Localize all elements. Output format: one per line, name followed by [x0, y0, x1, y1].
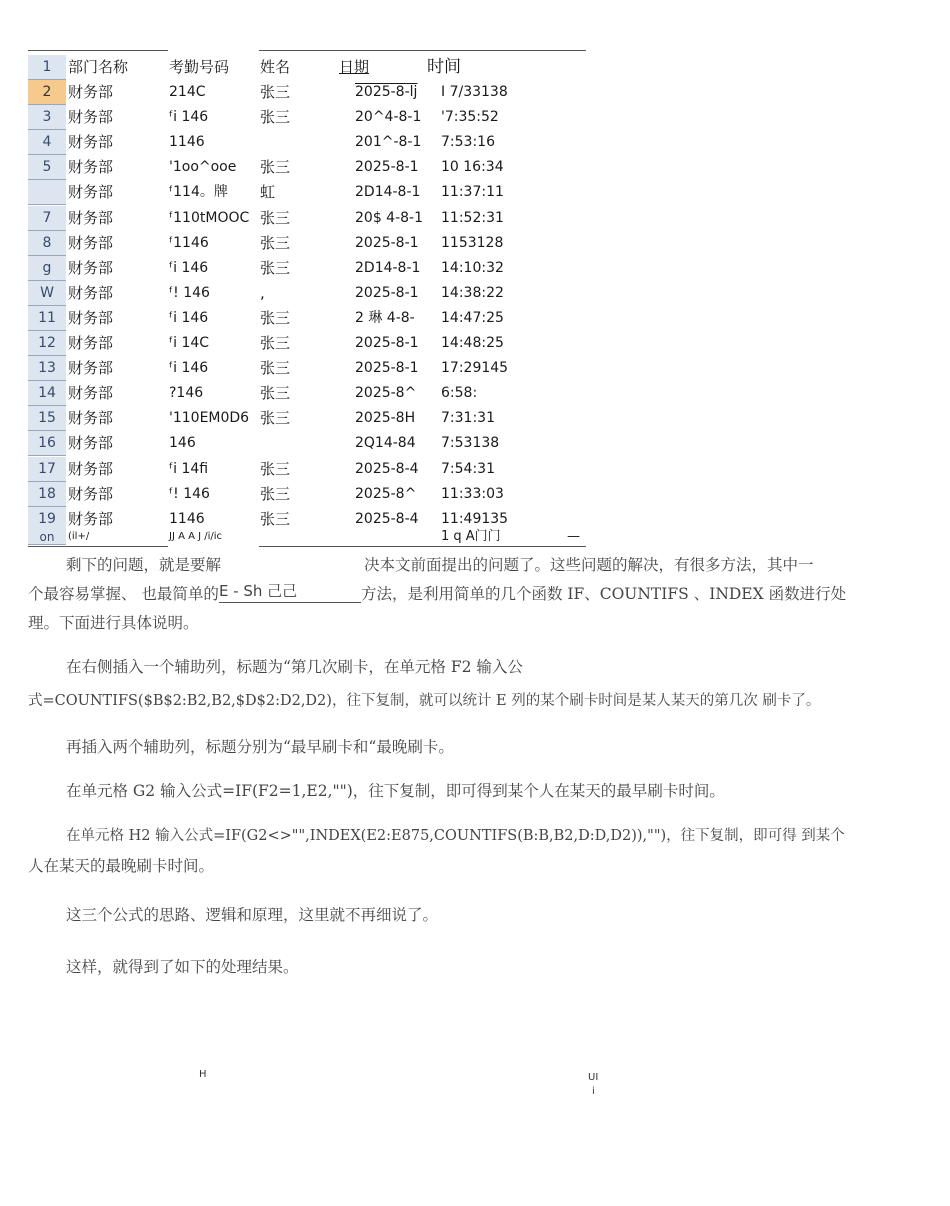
cell-name: 张三	[260, 384, 291, 403]
cell-dept: 财务部	[68, 509, 114, 528]
paragraph-2	[28, 653, 918, 716]
cell-date: 2025-8-1	[355, 360, 419, 377]
footer-dept: (il+/	[68, 531, 90, 542]
paragraph-3: 再插入两个辅助列，标题分别为“最早刷卡和“最晚刷卡。	[66, 738, 454, 756]
cell-name: 张三	[260, 208, 291, 227]
bottom-border-left	[28, 546, 168, 547]
cell-time: 7:53138	[441, 435, 500, 452]
paragraph-5	[28, 822, 918, 881]
cell-time: 14:47:25	[441, 309, 504, 326]
table-row	[28, 457, 588, 482]
table-row	[28, 381, 588, 406]
cell-dept: 财务部	[68, 158, 114, 177]
bottom-border-right	[259, 546, 586, 547]
cell-dept: 财务部	[68, 83, 114, 101]
footer-code: JJ A A J /i/ic	[169, 531, 223, 542]
p1-line3: 理。下面进行具体说明。	[28, 614, 199, 632]
cell-name: 张三	[260, 459, 291, 478]
header-name: 姓名	[260, 58, 291, 76]
cell-date: 2025-8-1	[355, 159, 419, 176]
header-dept: 部门名称	[68, 58, 129, 76]
cell-time: 11:33:03	[441, 485, 504, 502]
cell-time: 11:49135	[441, 510, 509, 527]
header-time: 时间	[427, 57, 461, 77]
cell-date: 2025-8^	[355, 385, 417, 402]
cell-date: 201^-8-1	[355, 134, 422, 151]
p5-line2: 人在某天的最晚刷卡时间。	[28, 857, 215, 875]
cell-date: 2025-8^	[355, 485, 417, 502]
table-row	[28, 231, 588, 256]
stray-mark-i: i	[592, 1086, 595, 1097]
cell-dept: 财务部	[68, 334, 114, 352]
p2-line2: 式=COUNTIFS($B$2:B2,B2,$D$2:D2,D2)，往下复制，就可以统计 E 列的某个刷卡时间是某人某天的第几次 刷卡了。	[28, 693, 821, 709]
cell-time: 14:48:25	[441, 335, 504, 351]
p1-line2-b: 方法，是利用简单的几个函数 IF、COUNTIFS 、INDEX 函数进行处	[360, 585, 847, 603]
row-number: 16	[28, 431, 66, 456]
header-code: 考勤号码	[169, 58, 230, 76]
cell-time: 14:10:32	[441, 259, 504, 276]
cell-date: 2025-8H	[355, 410, 416, 427]
row-number: 12	[28, 331, 66, 356]
table-row	[28, 206, 588, 231]
row-number: 7	[28, 206, 66, 231]
cell-time: 14:38:22	[441, 284, 504, 301]
cell-code: ᶠi 146	[169, 259, 209, 276]
row-number: 4	[28, 130, 66, 155]
cell-name: 张三	[260, 233, 291, 252]
cell-date: 20^4-8-1	[355, 109, 422, 126]
cell-dept: 财务部	[68, 108, 114, 127]
table-row	[28, 356, 588, 381]
top-border-right	[259, 50, 586, 51]
cell-date: 2025-8-1	[355, 284, 419, 301]
cell-date: 2025-8-1	[355, 234, 419, 251]
row-number	[28, 180, 66, 205]
row-number: 3	[28, 105, 66, 130]
cell-code: 214C	[169, 84, 206, 100]
row-number: 5	[28, 155, 66, 180]
cell-code: 1146	[169, 510, 205, 527]
cell-time: 7:31:31	[441, 410, 495, 427]
cell-dept: 财务部	[68, 208, 114, 227]
cell-time: I 7/33138	[441, 84, 508, 100]
cell-date: 2 琳 4-8-	[355, 309, 415, 326]
table-row	[28, 406, 588, 431]
table-row	[28, 80, 588, 105]
cell-name: 张三	[260, 509, 291, 528]
cell-name: 张三	[260, 484, 291, 503]
cell-code: 1146	[169, 134, 205, 151]
cell-dept: 财务部	[68, 434, 114, 453]
cell-name: 张三	[260, 359, 291, 378]
row-number: 11	[28, 306, 66, 331]
p5-line1: 在单元格 H2 输入公式=IF(G2<>"",INDEX(E2:E875,COUNTIFS(B:B,B2,D:D,D2)),"")，往下复制，即可得 到某个	[66, 828, 845, 844]
cell-time: 11:37:11	[441, 184, 504, 201]
cell-dept: 财务部	[68, 384, 114, 403]
cell-code: ᶠi 146	[169, 360, 209, 377]
cell-name: 张三	[260, 409, 291, 428]
top-border-left	[28, 50, 168, 51]
row-number: 8	[28, 231, 66, 256]
row-number: 2	[28, 80, 66, 105]
p1-line1-b: 决本文前面提出的问题了。这些问题的解决，有很多方法，其中一	[364, 556, 814, 574]
stray-mark-h: H	[199, 1069, 207, 1080]
cell-date: 2D14-8-1	[355, 259, 421, 276]
table-row	[28, 256, 588, 281]
cell-time: '7:35:52	[441, 109, 499, 126]
row-number: 14	[28, 381, 66, 406]
cell-code: 146	[169, 435, 196, 452]
paragraph-7: 这样，就得到了如下的处理结果。	[66, 958, 299, 976]
cell-code: ᶠi 146	[169, 309, 209, 326]
table-row	[28, 130, 588, 155]
cell-code: '110EM0D6	[169, 410, 250, 427]
row-number: 13	[28, 356, 66, 381]
cell-dept: 财务部	[68, 183, 114, 202]
row-number: 15	[28, 406, 66, 431]
table-row	[28, 180, 588, 205]
cell-code: ᶠi 146	[169, 109, 209, 126]
table-row	[28, 331, 588, 356]
cell-date: 2025-8-1	[355, 335, 419, 351]
row-number: 1	[28, 55, 66, 80]
cell-code: ᶠ! 146	[169, 485, 210, 502]
cell-code: ᶠ114。牌	[169, 184, 228, 201]
cell-code: '1oo^ooe	[169, 159, 237, 176]
cell-name: 张三	[260, 158, 291, 177]
stray-mark-ui: UI	[588, 1072, 599, 1083]
cell-name: 张三	[260, 334, 291, 352]
header-date: 日期	[339, 58, 370, 76]
table-row	[28, 105, 588, 130]
cell-code: ?146	[169, 385, 204, 402]
table-row	[28, 281, 588, 306]
paragraph-1	[28, 551, 918, 638]
table-row	[28, 482, 588, 507]
cell-date: 2Q14-84	[355, 435, 416, 452]
cell-name: 虹	[260, 183, 276, 202]
cell-date: 2025-8-4	[355, 510, 419, 527]
p1-line1-a: 剩下的问题，就是要解	[66, 556, 222, 574]
cell-date: 2025-8-4	[355, 460, 419, 477]
header-row	[28, 55, 588, 80]
row-number: g	[28, 256, 66, 281]
table-row	[28, 507, 588, 532]
row-number: W	[28, 281, 66, 306]
cell-time: 11:52:31	[441, 209, 504, 226]
cell-dept: 财务部	[68, 258, 114, 277]
cell-time: 10 16:34	[441, 159, 504, 176]
cell-date: 2D14-8-1	[355, 184, 421, 201]
cell-dept: 财务部	[68, 484, 114, 503]
cell-dept: 财务部	[68, 459, 114, 478]
cell-time: 6:58:	[441, 385, 478, 402]
cell-time: 1153128	[441, 234, 504, 251]
cell-date: 2025-8-lj	[355, 84, 418, 100]
cell-dept: 财务部	[68, 409, 114, 428]
p2-line1: 在右侧插入一个辅助列，标题为“第几次刷卡，在单元格 F2 输入公	[66, 658, 523, 676]
cell-time: 7:53:16	[441, 134, 495, 151]
cell-code: ᶠ110tMOOC	[169, 209, 250, 226]
table-row	[28, 431, 588, 456]
cell-name: 张三	[260, 258, 291, 277]
row-number: 18	[28, 482, 66, 507]
cell-time: 7:54:31	[441, 460, 495, 477]
cell-name: 张三	[260, 108, 291, 127]
paragraph-4: 在单元格 G2 输入公式=IF(F2=1,E2,"")，往下复制，即可得到某个人在某天的最早刷卡时间。	[66, 782, 725, 800]
p1-line2-a: 个最容易掌握、 也最简单的	[28, 585, 219, 603]
cell-dept: 财务部	[68, 133, 114, 152]
cell-name: 张三	[260, 83, 291, 101]
row-number: 19	[28, 507, 66, 532]
cell-name: ,	[260, 283, 265, 302]
cell-name: 张三	[260, 308, 291, 327]
inline-image-text: E - Sh 己己	[219, 580, 361, 603]
cell-date: 20$ 4-8-1	[355, 209, 423, 226]
cell-dept: 财务部	[68, 308, 114, 327]
paragraph-6: 这三个公式的思路、逻辑和原理，这里就不再细说了。	[66, 906, 439, 924]
table-row	[28, 306, 588, 331]
cell-code: ᶠi 14C	[169, 335, 210, 351]
cell-dept: 财务部	[68, 359, 114, 378]
cell-dept: 财务部	[68, 283, 114, 302]
table-row	[28, 155, 588, 180]
cell-time: 17:29145	[441, 360, 509, 377]
cell-code: ᶠ! 146	[169, 284, 210, 301]
cell-dept: 财务部	[68, 233, 114, 252]
footer-dash: —	[567, 529, 580, 544]
cell-code: ᶠi 14fi	[169, 460, 209, 477]
row-number: on	[28, 530, 66, 545]
cell-code: ᶠ1146	[169, 234, 209, 251]
row-number: 17	[28, 457, 66, 482]
footer-time: 1 q A门门	[441, 529, 501, 544]
